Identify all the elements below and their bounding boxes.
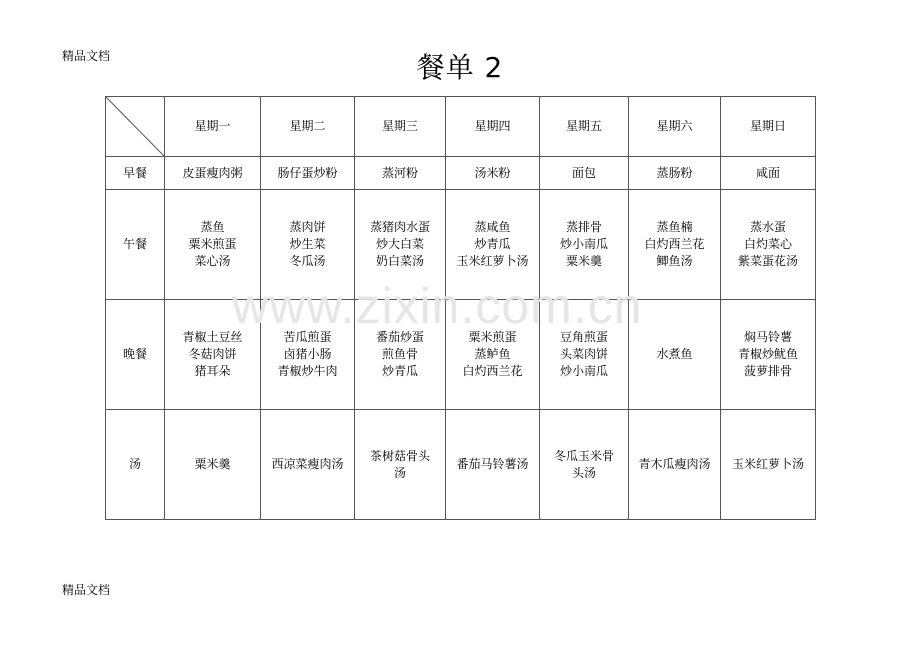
menu-cell bbox=[721, 157, 816, 190]
dish-text: 蒸河粉 bbox=[381, 165, 418, 180]
menu-cell bbox=[355, 157, 446, 190]
dish-text: 粟米羹 bbox=[194, 457, 231, 471]
meal-label: 午餐 bbox=[106, 190, 165, 300]
dish-text: 紫菜蛋花汤 bbox=[737, 254, 798, 268]
dish-text: 茶树菇骨头 bbox=[369, 448, 430, 463]
header-note: 精品文档 bbox=[62, 49, 111, 63]
menu-cell bbox=[261, 190, 355, 300]
dish-text: 番茄马铃薯汤 bbox=[456, 457, 529, 471]
dish-text: 面包 bbox=[571, 165, 596, 180]
dish-text: 汤 bbox=[393, 465, 406, 480]
dish-text: 炒小南瓜 bbox=[559, 364, 608, 378]
dish-text: 冬瓜汤 bbox=[289, 254, 326, 268]
day-header: 星期四 bbox=[446, 97, 540, 157]
dish-text: 煎鱼骨 bbox=[381, 347, 418, 361]
dish-text: 炒青瓜 bbox=[474, 237, 511, 251]
dish-text: 炒青瓜 bbox=[381, 364, 418, 378]
footer-note: 精品文档 bbox=[62, 583, 111, 597]
dish-text: 蒸水蛋 bbox=[749, 220, 786, 234]
dish-text: 苦瓜煎蛋 bbox=[283, 330, 332, 344]
meal-label: 汤 bbox=[106, 410, 165, 520]
day-header: 星期五 bbox=[540, 97, 629, 157]
dish-text: 菜心汤 bbox=[194, 254, 231, 268]
dish-text: 炒小南瓜 bbox=[559, 237, 608, 251]
menu-cell bbox=[355, 190, 446, 300]
dish-text: 冬菇肉饼 bbox=[188, 347, 237, 361]
dish-text: 西凉菜瘦肉汤 bbox=[271, 457, 344, 471]
dish-text: 汤米粉 bbox=[474, 165, 511, 180]
menu-cell bbox=[629, 410, 721, 520]
day-header: 星期一 bbox=[165, 97, 261, 157]
menu-cell bbox=[446, 300, 540, 410]
dish-text: 猪耳朵 bbox=[194, 364, 231, 378]
day-header: 星期日 bbox=[721, 97, 816, 157]
menu-cell bbox=[540, 190, 629, 300]
watermark: www.zixin.com.cn bbox=[232, 278, 643, 334]
corner-cell bbox=[106, 97, 165, 157]
menu-table bbox=[105, 96, 816, 520]
dish-text: 蒸肠粉 bbox=[656, 165, 693, 180]
menu-cell bbox=[540, 410, 629, 520]
page-title: 餐单 2 bbox=[416, 51, 504, 84]
meal-row bbox=[106, 410, 816, 520]
dish-text: 头菜肉饼 bbox=[559, 347, 608, 361]
dish-text: 玉米红萝卜汤 bbox=[456, 254, 529, 268]
dish-text: 蒸咸鱼 bbox=[474, 220, 511, 234]
day-header: 星期二 bbox=[261, 97, 355, 157]
dish-text: 玉米红萝卜汤 bbox=[731, 457, 804, 471]
day-header: 星期三 bbox=[355, 97, 446, 157]
menu-cell bbox=[355, 410, 446, 520]
menu-cell bbox=[165, 410, 261, 520]
dish-text: 白灼菜心 bbox=[743, 237, 792, 251]
dish-text: 粟米煎蛋 bbox=[468, 330, 517, 344]
dish-text: 青木瓜瘦肉汤 bbox=[638, 457, 711, 471]
menu-cell bbox=[261, 410, 355, 520]
dish-text: 头汤 bbox=[571, 465, 596, 480]
menu-cell bbox=[721, 190, 816, 300]
menu-cell bbox=[629, 300, 721, 410]
dish-text: 豆角煎蛋 bbox=[559, 330, 608, 344]
dish-text: 肠仔蛋炒粉 bbox=[277, 165, 338, 180]
dish-text: 蒸鱼 bbox=[200, 220, 225, 234]
menu-cell bbox=[355, 300, 446, 410]
menu-cell bbox=[261, 157, 355, 190]
dish-text: 炒生菜 bbox=[289, 237, 326, 251]
dish-text: 白灼西兰花 bbox=[462, 364, 523, 378]
dish-text: 咸面 bbox=[755, 165, 780, 180]
menu-cell bbox=[721, 410, 816, 520]
menu-cell bbox=[446, 410, 540, 520]
dish-text: 焖马铃薯 bbox=[743, 330, 792, 344]
menu-cell bbox=[165, 157, 261, 190]
dish-text: 蒸鲈鱼 bbox=[474, 347, 511, 361]
dish-text: 鲫鱼汤 bbox=[656, 254, 693, 268]
dish-text: 青椒土豆丝 bbox=[182, 330, 243, 344]
dish-text: 皮蛋瘦肉粥 bbox=[182, 165, 243, 180]
dish-text: 白灼西兰花 bbox=[644, 237, 705, 251]
menu-cell bbox=[261, 300, 355, 410]
dish-text: 青椒炒牛肉 bbox=[277, 364, 338, 378]
meal-label: 晚餐 bbox=[106, 300, 165, 410]
meal-row bbox=[106, 190, 816, 300]
dish-text: 冬瓜玉米骨 bbox=[553, 448, 614, 463]
menu-cell bbox=[721, 300, 816, 410]
dish-text: 菠萝排骨 bbox=[743, 364, 792, 378]
dish-text: 番茄炒蛋 bbox=[375, 330, 424, 344]
menu-cell bbox=[629, 190, 721, 300]
meal-row bbox=[106, 157, 816, 190]
dish-text: 粟米煎蛋 bbox=[188, 237, 237, 251]
menu-cell bbox=[446, 190, 540, 300]
dish-text: 粟米羹 bbox=[565, 254, 602, 268]
diagonal-line bbox=[106, 97, 164, 156]
dish-text: 卤猪小肠 bbox=[283, 347, 332, 361]
dish-text: 青椒炒鱿鱼 bbox=[737, 347, 798, 361]
dish-text: 蒸肉饼 bbox=[289, 220, 326, 234]
menu-cell bbox=[629, 157, 721, 190]
dish-text: 奶白菜汤 bbox=[375, 254, 424, 268]
dish-text: 水煮鱼 bbox=[656, 347, 693, 361]
header-row bbox=[106, 97, 816, 157]
meal-row bbox=[106, 300, 816, 410]
menu-cell bbox=[446, 157, 540, 190]
dish-text: 炒大白菜 bbox=[375, 237, 424, 251]
menu-cell bbox=[540, 157, 629, 190]
dish-text: 蒸猪肉水蛋 bbox=[369, 220, 430, 234]
dish-text: 蒸鱼楠 bbox=[656, 220, 693, 234]
menu-cell bbox=[165, 300, 261, 410]
menu-cell bbox=[165, 190, 261, 300]
dish-text: 蒸排骨 bbox=[565, 220, 602, 234]
day-header: 星期六 bbox=[629, 97, 721, 157]
menu-cell bbox=[540, 300, 629, 410]
meal-label: 早餐 bbox=[106, 157, 165, 190]
